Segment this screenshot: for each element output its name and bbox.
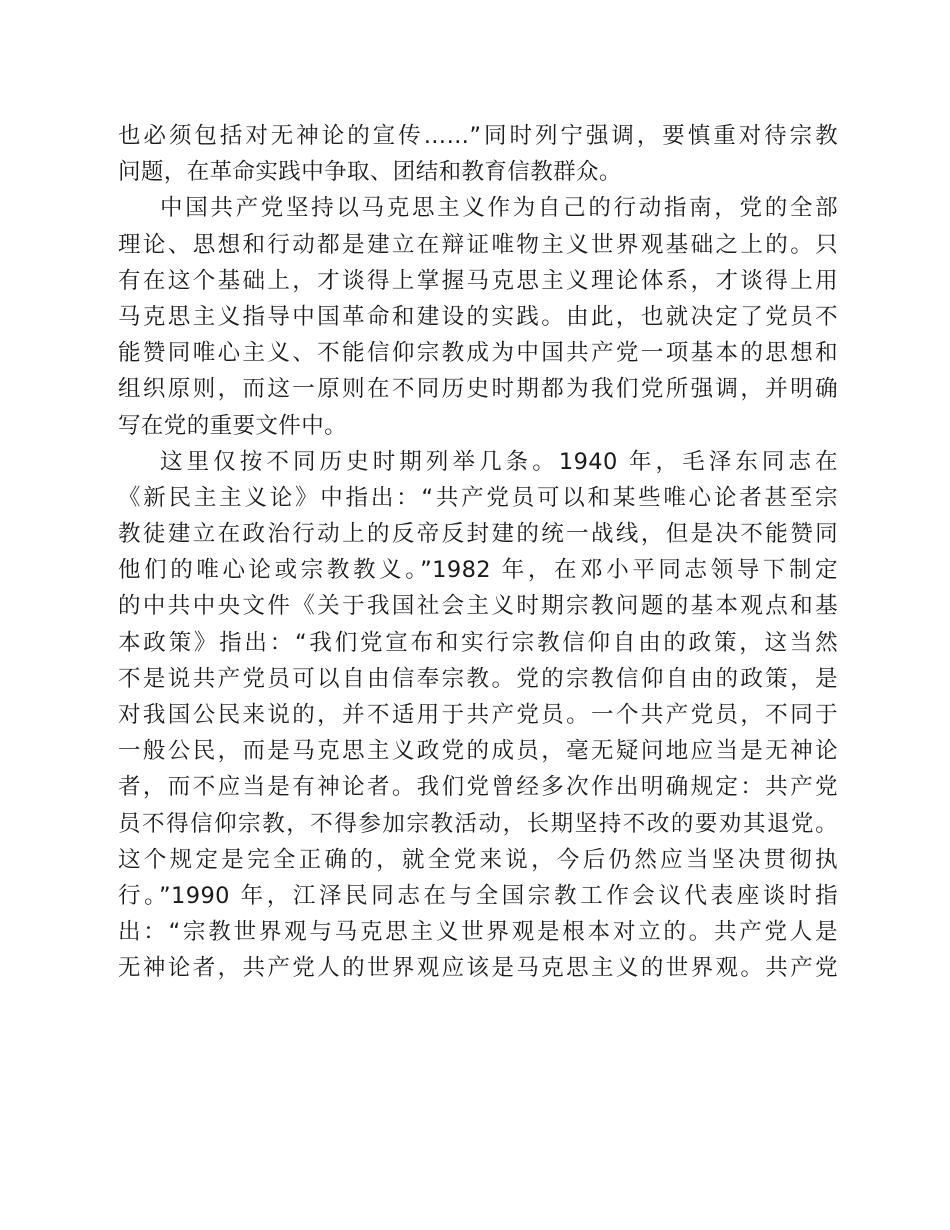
text-line: 的中共中央文件《关于我国社会主义时期宗教问题的基本观点和基 — [118, 593, 838, 620]
paragraph-3 — [118, 444, 838, 987]
paragraph-2 — [118, 190, 838, 443]
text-line: 本政策》指出：“我们党宣布和实行宗教信仰自由的政策，这当然 — [118, 629, 838, 656]
text-line: 一般公民，而是马克思主义政党的成员，毫无疑问地应当是无神论 — [118, 738, 838, 765]
text-line: 员不得信仰宗教，不得参加宗教活动，长期坚持不改的要劝其退党。 — [118, 810, 838, 837]
text-line: 无神论者，共产党人的世界观应该是马克思主义的世界观。共产党 — [118, 955, 838, 982]
text-line: 《新民主主义论》中指出：“共产党员可以和某些唯心论者甚至宗 — [118, 484, 838, 511]
text-line: 马克思主义指导中国革命和建设的实践。由此，也就决定了党员不 — [118, 303, 838, 330]
text-line: 教徒建立在政治行动上的反帝反封建的统一战线，但是决不能赞同 — [118, 521, 838, 548]
text-line: 他们的唯心论或宗教教义。”1982 年，在邓小平同志领导下制定 — [118, 557, 838, 584]
text-line: 能赞同唯心主义、不能信仰宗教成为中国共产党一项基本的思想和 — [118, 340, 838, 367]
text-line: 行。”1990 年，江泽民同志在与全国宗教工作会议代表座谈时指 — [118, 882, 838, 909]
text-line: 也必须包括对无神论的宣传……”同时列宁强调，要慎重对待宗教 — [118, 123, 838, 149]
text-line: 有在这个基础上，才谈得上掌握马克思主义理论体系，才谈得上用 — [118, 267, 838, 294]
text-line: 不是说共产党员可以自由信奉宗教。党的宗教信仰自由的政策，是 — [118, 665, 838, 692]
text-line: 写在党的重要文件中。 — [118, 412, 348, 439]
text-line: 中国共产党坚持以马克思主义作为自己的行动指南，党的全部 — [160, 195, 838, 222]
paragraph-1 — [118, 118, 838, 190]
text-line: 对我国公民来说的，并不适用于共产党员。一个共产党员，不同于 — [118, 702, 838, 728]
text-line: 问题，在革命实践中争取、团结和教育信教群众。 — [118, 159, 622, 186]
text-line: 这个规定是完全正确的，就全党来说，今后仍然应当坚决贯彻执 — [118, 846, 838, 873]
document-body — [118, 118, 838, 987]
text-line: 者，而不应当是有神论者。我们党曾经多次作出明确规定：共产党 — [118, 774, 838, 801]
text-line: 这里仅按不同历史时期列举几条。1940 年，毛泽东同志在 — [160, 448, 838, 475]
text-line: 理论、思想和行动都是建立在辩证唯物主义世界观基础之上的。只 — [118, 231, 838, 258]
text-line: 出：“宗教世界观与马克思主义世界观是根本对立的。共产党人是 — [118, 919, 838, 946]
text-line: 组织原则，而这一原则在不同历史时期都为我们党所强调，并明确 — [118, 376, 838, 403]
